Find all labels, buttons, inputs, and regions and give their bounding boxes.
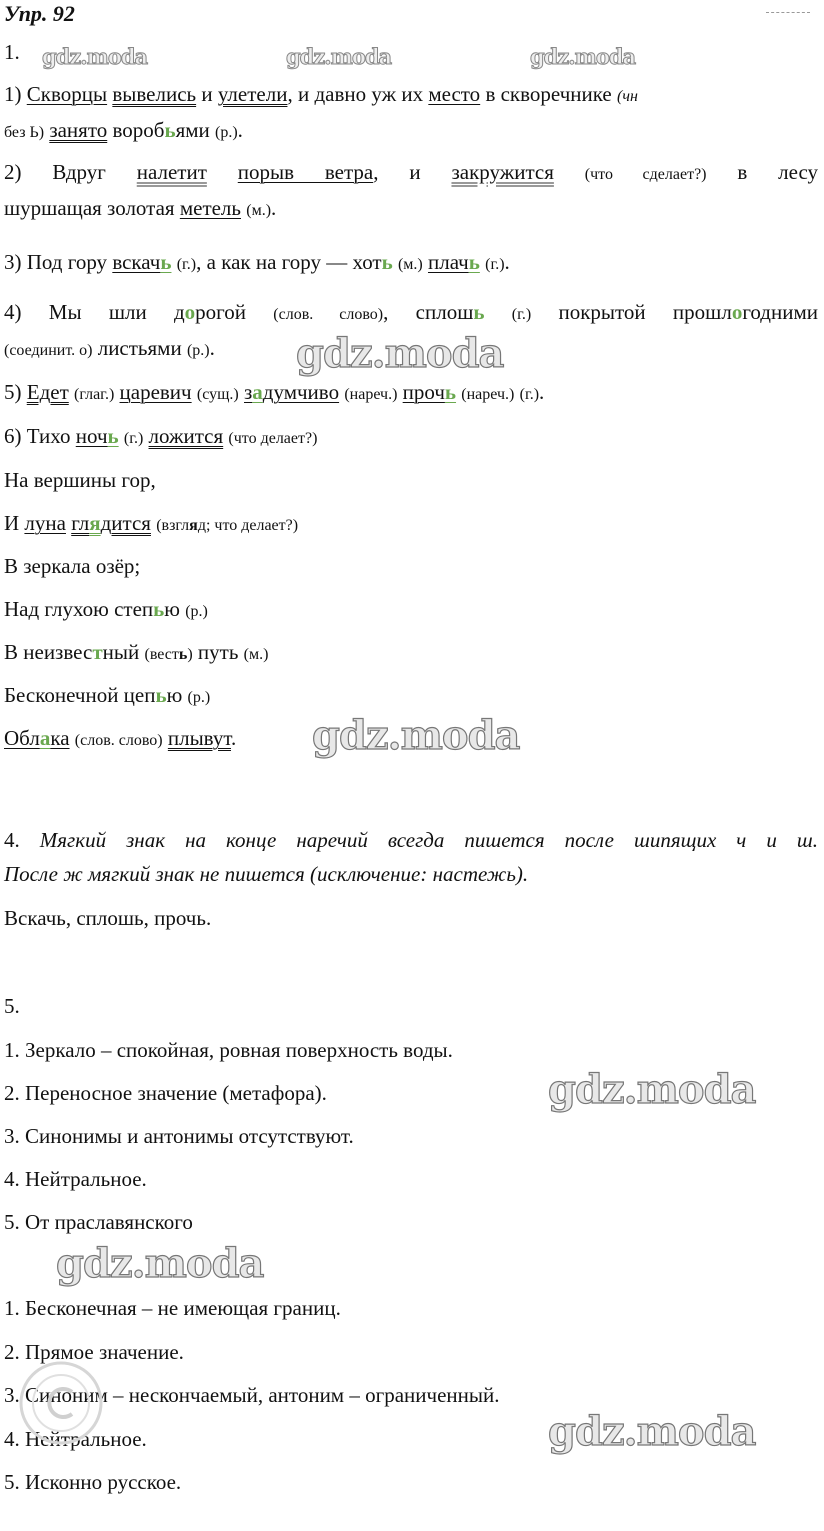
section-5-answer-a2: 2. Переносное значение (метафора). <box>4 1081 327 1105</box>
sentence-5: 5) Едет (глаг.) царевич (сущ.) задумчиво (нареч.) прочь (нареч.) (г.). <box>4 380 545 404</box>
section-4-rule-line-2: После ж мягкий знак не пишется (исключение: настежь). <box>4 862 529 886</box>
poem-line-7: Облака (слов. слово) плывут. <box>4 726 237 750</box>
sentence-6: 6) Тихо ночь (г.) ложится (что делает?) <box>4 424 318 448</box>
watermark: gdz.moda <box>296 330 504 377</box>
sentence-3: 3) Под гору вскачь (г.), а как на гору — хоть (м.) плачь (г.). <box>4 250 510 274</box>
watermark: gdz.moda <box>42 44 148 69</box>
section-5-answer-b1: 1. Бесконечная – не имеющая границ. <box>4 1296 341 1320</box>
section-5-answer-b2: 2. Прямое значение. <box>4 1340 184 1364</box>
watermark: gdz.moda <box>286 44 392 69</box>
poem-line-5: В неизвестный (весть) путь (м.) <box>4 640 269 664</box>
sentence-2-line-2: шуршащая золотая метель (м.). <box>4 196 277 220</box>
watermark: gdz.moda <box>530 44 636 69</box>
stamp-watermark-icon <box>6 1348 116 1458</box>
poem-line-3: В зеркала озёр; <box>4 554 141 578</box>
poem-line-6: Бесконечной цепью (р.) <box>4 683 211 707</box>
watermark: gdz.moda <box>548 1066 756 1113</box>
section-4-rule-line-1: 4. Мягкий знак на конце наречий всегда пишется после шипящих ч и ш. <box>4 828 818 852</box>
section-4-examples: Вскачь, сплошь, прочь. <box>4 906 212 930</box>
section-5-answer-a4: 4. Нейтральное. <box>4 1167 147 1191</box>
section-5-answer-b5: 5. Исконно русское. <box>4 1470 182 1494</box>
section-5-answer-b3: 3. Синоним – нескончаемый, антоним – ограниченный. <box>4 1383 500 1407</box>
sentence-4-line-2: (соединит. о) листьями (р.). <box>4 336 215 360</box>
watermark: gdz.moda <box>548 1408 756 1455</box>
watermark: gdz.moda <box>312 712 520 759</box>
section-1-number: 1. <box>4 40 20 64</box>
poem-line-2: И луна глядится (взгляд; что делает?) <box>4 511 299 535</box>
header-divider <box>766 12 810 13</box>
sentence-1-line-2: без Ь) занято воробьями (р.). <box>4 118 243 142</box>
section-5-answer-a3: 3. Синонимы и антонимы отсутствуют. <box>4 1124 354 1148</box>
sentence-4-line-1: 4) Мы шли дорогой (слов. слово), сплошь (г.) покрытой прошлогодними <box>4 300 818 324</box>
section-5-number: 5. <box>4 994 20 1018</box>
section-5-answer-a1: 1. Зеркало – спокойная, ровная поверхность воды. <box>4 1038 453 1062</box>
section-5-answer-b4: 4. Нейтральное. <box>4 1427 147 1451</box>
watermark: gdz.moda <box>56 1240 264 1287</box>
page-title: Упр. 92 <box>4 1 75 26</box>
section-5-answer-a5: 5. От праславянского <box>4 1210 193 1234</box>
poem-line-1: На вершины гор, <box>4 468 156 492</box>
poem-line-4: Над глухою степью (р.) <box>4 597 208 621</box>
sentence-2-line-1: 2) Вдруг налетит порыв ветра, и закружится (что сделает?) в лесу <box>4 160 819 184</box>
sentence-1-line-1: 1) Скворцы вывелись и улетели, и давно уж их место в скворечнике (чн <box>4 82 638 106</box>
